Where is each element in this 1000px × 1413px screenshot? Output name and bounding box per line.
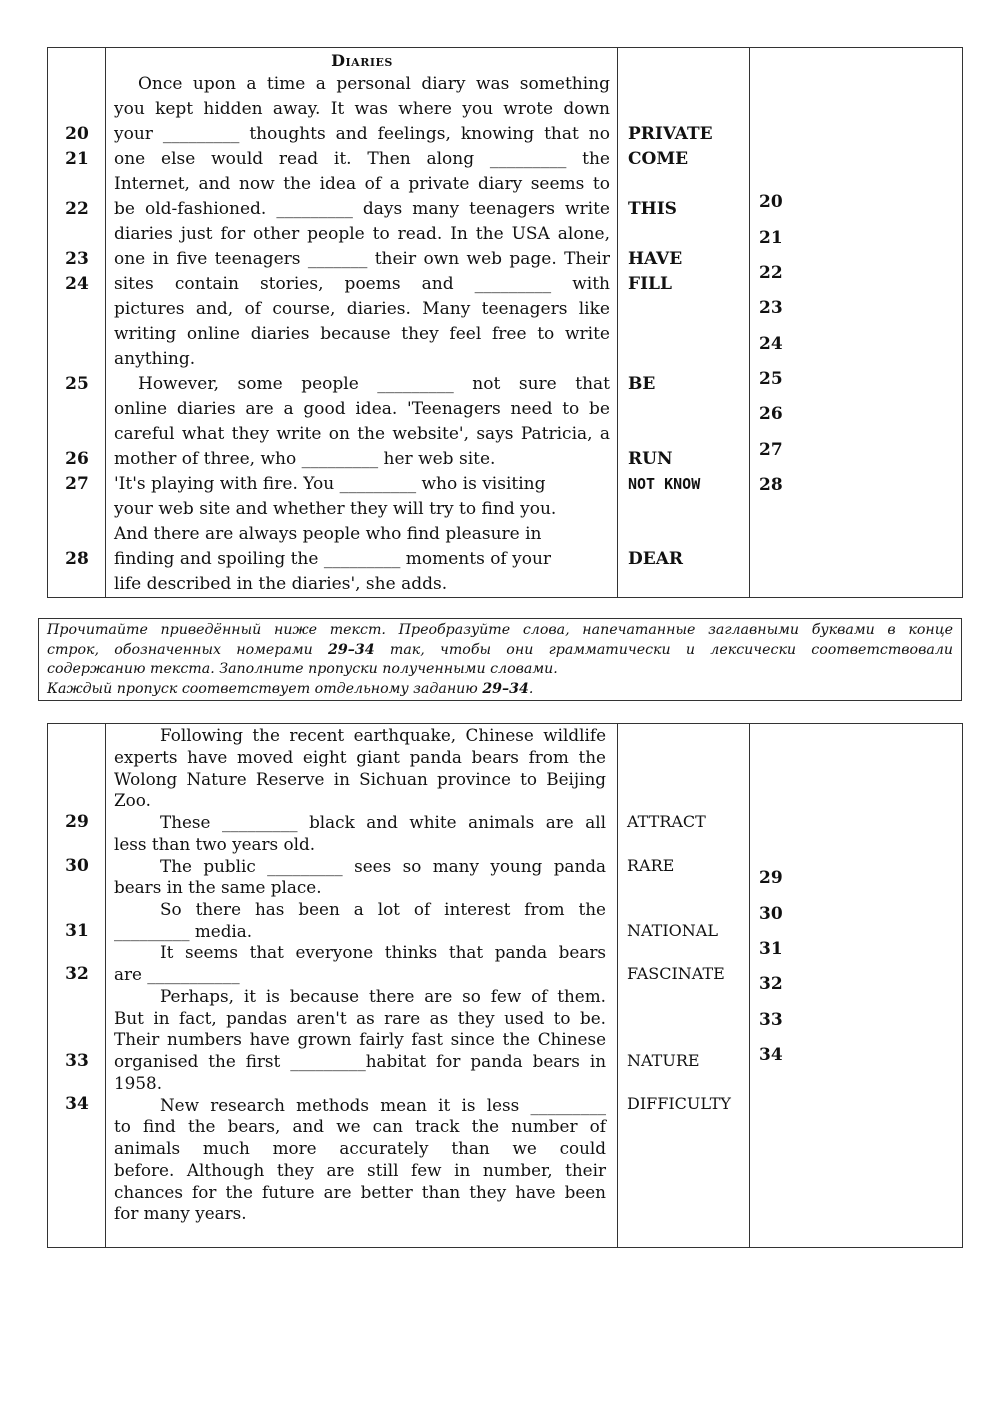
answer-number: 22 [759,263,783,283]
text-line: 1958. [114,1073,163,1093]
item-number: 26 [65,449,89,469]
text-line: organised the first _________habitat for panda bears in [114,1051,606,1071]
text-line: pictures and, of course, diaries. Many teenagers like [114,299,610,319]
keyword: FILL [628,274,672,294]
text-line: animals much more accurately than we could [114,1138,606,1158]
text-line: And there are always people who find pleasure in [114,524,542,544]
text-line: experts have moved eight giant panda bears from the [114,747,606,767]
text-line: 'It's playing with fire. You _________ who is visiting [114,474,546,494]
text-line: be old-fashioned. _________ days many teenagers write [114,199,610,219]
item-number: 32 [65,964,89,984]
item-number: 29 [65,812,89,832]
item-number: 27 [65,474,89,494]
text-line: But in fact, pandas aren't as rare as they used to be. [114,1008,606,1028]
instruction-text: Каждый пропуск соответствует отдельному заданию [47,680,483,697]
text-line: finding and spoiling the _________ moments of your [114,549,552,569]
keyword: NOT KNOW [628,475,701,493]
answer-number: 29 [759,868,783,888]
answer-number: 23 [759,298,783,318]
text-line: Internet, and now the idea of a private diary seems to [114,174,610,194]
instruction-line: Прочитайте приведённый ниже текст. Преобразуйте слова, напечатанные заглавными буквами в конце [47,622,953,638]
keyword: COME [628,149,689,169]
answer-number: 27 [759,440,783,460]
text-line: Zoo. [114,790,151,810]
answer-number: 24 [759,334,783,354]
keyword: HAVE [628,249,683,269]
item-number: 30 [65,856,89,876]
text-line: for many years. [114,1203,247,1223]
text-line: New research methods mean it is less _________ [160,1095,606,1115]
answer-number: 21 [759,228,783,248]
instruction-text: . [528,680,534,697]
text-line: However, some people _________ not sure that [138,374,610,394]
text-line: Perhaps, it is because there are so few of them. [160,986,606,1006]
instruction-line [47,641,953,661]
number-column [48,724,106,1247]
text-line: Their numbers have grown fairly fast since the Chinese [114,1029,606,1049]
task1-table [47,47,963,598]
instruction-line: содержанию текста. Заполните пропуски полученными словами. [47,661,558,677]
answer-number: 34 [759,1045,783,1065]
answer-number: 25 [759,369,783,389]
text-line: Wolong Nature Reserve in Sichuan province to Beijing [114,769,606,789]
text-line: bears in the same place. [114,877,322,897]
keyword: FASCINATE [627,964,725,983]
text-line: your _________ thoughts and feelings, knowing that no [114,124,610,144]
text-line: you kept hidden away. It was where you wrote down [114,99,610,119]
text-line: one in five teenagers _______ their own web page. Their [114,249,610,269]
keyword: THIS [628,199,677,219]
text-line: _________ media. [114,921,253,941]
text-line: online diaries are a good idea. 'Teenagers need to be [114,399,610,419]
answer-number: 26 [759,404,783,424]
instruction-range: 29–34 [482,680,529,697]
item-number: 22 [65,199,89,219]
keyword: RARE [627,856,675,875]
text-line: your web site and whether they will try to find you. [114,499,557,519]
item-number: 25 [65,374,89,394]
text-line: one else would read it. Then along _________ the [114,149,610,169]
keyword: BE [628,374,656,394]
text-line: It seems that everyone thinks that panda bears [160,942,606,962]
instructions-box [38,618,962,701]
task1-title: Diaries [331,51,393,70]
text-line: The public _________ sees so many young panda [160,856,606,876]
text-line: chances for the future are better than they have been [114,1182,606,1202]
item-number: 21 [65,149,89,169]
item-number: 34 [65,1094,89,1114]
keyword: DEAR [628,549,684,569]
answer-number: 32 [759,974,783,994]
keyword: PRIVATE [628,124,713,144]
text-line: life described in the diaries', she adds. [114,574,448,594]
text-line: Once upon a time a personal diary was something [138,74,610,94]
answer-number: 33 [759,1010,783,1030]
keyword-column [618,724,750,1247]
text-line: writing online diaries because they feel free to write [114,324,610,344]
item-number: 24 [65,274,89,294]
keyword: NATURE [627,1051,700,1070]
answer-number: 31 [759,939,783,959]
answer-number: 30 [759,904,783,924]
item-number: 31 [65,921,89,941]
instruction-line [47,680,953,700]
text-line: These _________ black and white animals are all [160,812,606,832]
keyword: NATIONAL [627,921,718,940]
text-line: less than two years old. [114,834,316,854]
item-number: 28 [65,549,89,569]
keyword: ATTRACT [627,812,706,831]
answer-number: 28 [759,475,783,495]
item-number: 20 [65,124,89,144]
keyword: DIFFICULTY [627,1094,731,1113]
instruction-text: так, чтобы они грамматически и лексически соответствовали [374,641,953,658]
text-line: sites contain stories, poems and _________ with [114,274,610,294]
item-number: 33 [65,1051,89,1071]
text-line: to find the bears, and we can track the number of [114,1116,606,1136]
text-line: anything. [114,349,196,369]
text-line: mother of three, who _________ her web site. [114,449,496,469]
text-line: are ___________ [114,964,240,984]
text-line: diaries just for other people to read. In the USA alone, [114,224,610,244]
text-line: before. Although they are still few in number, their [114,1160,606,1180]
instruction-range: 29–34 [328,641,375,658]
task2-table [47,723,963,1248]
text-line: So there has been a lot of interest from the [160,899,606,919]
answer-number: 20 [759,192,783,212]
keyword: RUN [628,449,673,469]
instruction-text: строк, обозначенных номерами [47,641,329,658]
item-number: 23 [65,249,89,269]
text-line: careful what they write on the website', says Patricia, a [114,424,610,444]
text-line: Following the recent earthquake, Chinese wildlife [160,725,606,745]
